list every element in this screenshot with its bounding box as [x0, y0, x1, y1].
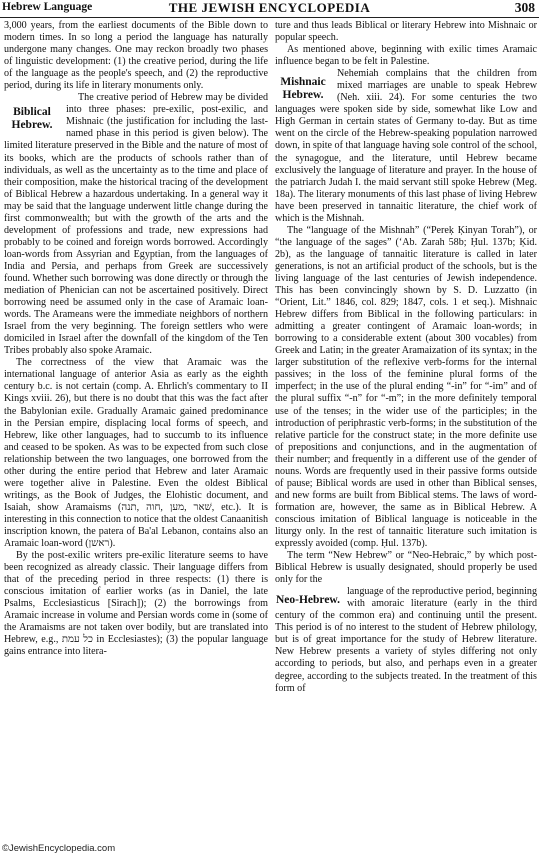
- paragraph: The correctness of the view that Aramaic was the international language of anterior Asia as early as the eighth century b.c. is not certain (comp. A. Ehrlich's commentary to II Kings xviii. 26), but there is no doubt that this was the fact after the Babylonian exile. Gradually Aramaic gained predominance in the Persian empire, displacing local forms of speech, and Hebrew, like other languages, had to succumb to its influence and ceased to be spoken. As was to be expected from such close relationship between the two languages, one borrowed from the other during the entire period that Hebrew and later Aramaic were together alive in Palestine. Even the oldest Biblical writings, as the Book of Judges, the Elohistic document, and Isaiah, show Aramaisms (שׁאר ,מען ,חוה ,תנה, etc.). It is interesting in this connection to notice that the oldest Canaanitish inscription known, the patera of Ba'al Lebanon, contains also an Aramaic loan-word (ראשן).: [4, 357, 268, 550]
- sidenote-biblical-hebrew: Biblical Hebrew.: [11, 106, 53, 132]
- left-column: [4, 20, 268, 658]
- paragraph: As mentioned above, beginning with exilic times Aramaic influence began to be felt in Palestine.: [275, 44, 537, 68]
- paragraph: Nehemiah complains that the children from mixed marriages are unable to speak Hebrew (Neh. xiii. 24). For some centuries the two languages were spoken side by side, somewhat like Low and High German in certain states of Germany to-day. But as time went on the circle of the Hebrew-speaking population narrowed down, in spite of that language having sole control of the school, the synagogue, and the literature, until Hebrew became exclusively the language of literature and prayer. In the house of the patriarch Judah I. the maid servant still spoke Hebrew (Meg. 18a). The literary monuments of this last phase of living Hebrew have been preserved in tannaitic literature, the chief work of which is the Mishnah.: [275, 68, 537, 224]
- header-article-title: Hebrew Language: [2, 1, 93, 13]
- paragraph: language of the reproductive period, beginning with amoraic literature (early in the third century of the common era) and continuing until the present. This period is of no interest to the student of Hebrew philology, but is of great importance for the study of Hebrew literature. New Hebrew presents a variety of styles differing not only according to periods, but also, and perhaps even in a greater degree, according to the subjects treated. In the treatment of this form of: [275, 586, 537, 694]
- right-column: [275, 20, 537, 695]
- sidenote-mishnaic-hebrew: Mishnaic Hebrew.: [280, 76, 326, 102]
- running-header: [0, 0, 539, 17]
- page-number: 308: [514, 0, 535, 15]
- header-publication-title: THE JEWISH ENCYCLOPEDIA: [168, 0, 371, 15]
- copyright-credit: ©JewishEncyclopedia.com: [2, 843, 116, 854]
- header-rule: [0, 17, 539, 18]
- paragraph: The creative period of Hebrew may be divided into three phases: pre-exilic, post-exilic, and Mishnaic (the justification for including the last-named phase in this period is given below). The limited literature preserved in the Bible and the nature of most of its books, which are the products of schools rather than of individuals, as well as the uncertainty as to the time and place of their composition, make the historical tracing of the development of Biblical Hebrew a hazardous undertaking. In a general way it may be said that the language underwent little change during the first commonwealth; but with the growth of the arts and the development of professions and trade, new expressions had probably to be coined and foreign words borrowed. Accordingly loan-words from Assyrian and Egyptian, from the languages of India and Persia, and perhaps from Greek are successively found. Whether such borrowing was done directly or through the mediation of Phenician can not be ascertained positively. Direct borrowing need be assumed only in the case of Aramaic loan-words. The Arameans were the immediate neighbors of northern Israel from the very beginning. The foreign settlers who were domiciled in Israel after the downfall of the kingdom of the Ten Tribes probably also spoke Aramaic.: [4, 92, 268, 357]
- paragraph: The “language of the Mishnah” (“Pereḳ Ḳinyan Torah”), or “the language of the sages” (‘Ab. Zarah 58b; Ḥul. 137b; Ḳid. 2b), as the language of tannaitic literature is called in later generations, is not an artificial product of the schools, but is the living language of the last centuries of Jewish independence. This has been convincingly shown by S. D. Luzzatto (in “Orient, Lit.” 1846, col. 829; 1847, cols. 1 et seq.). Mishnaic Hebrew differs from Biblical in the following particulars: in admitting a greater contingent of Aramaic loan-words; in borrowing to a considerable extent (about 300 vocables) from Greek and Latin; in the greater Aramaization of its syntax; in the larger substitution of the reflexive verb-forms for the internal passives; in the loss of the feminine plural forms of the imperfect; in the use of the plural ending “-in” for “-im” and of the plural suffix “-n” for “-m”; in the more definitely temporal use of the tenses; in the wider use of the participles; in the introduction of periphrastic verb-forms; in the substitution of the relative particle for the construct state; in the more definite use of prepositions and conjunctions, and in the augmentation of their number; and frequently in a different use of the gender of nouns. Words are frequently used in their passive forms outside of pause; Biblical words are used in other than Biblical senses, and new forms are built from Biblical stems. The laws of word-formation are, however, the same as in Biblical Hebrew. A conscious imitation of Biblical language is noticeable in the liturgy only. In the rest of tannaitic literature such imitation is expressly avoided (comp. Ḥul. 137b).: [275, 224, 537, 550]
- paragraph: ture and thus leads Biblical or literary Hebrew into Mishnaic or popular speech.: [275, 20, 537, 44]
- paragraph: By the post-exilic writers pre-exilic literature seems to have been recognized as already classic. Their language differs from that of the preceding period in three respects: (1) there is conscious imitation of earlier works (as in Daniel, the late Psalms, Ecclesiasticus [Sirach]); (2) the borrowings from Aramaic increase in volume and Persian words come in (some of the Aramaisms are not taken over bodily, but are translated into Hebrew, e.g., כל עמת in Ecclesiastes); (3) the popular language gains entrance into litera-: [4, 550, 268, 658]
- paragraph: 3,000 years, from the earliest documents of the Bible down to modern times. In so long a period the language has naturally undergone many changes. One may reckon broadly two phases of linguistic development: (1) the creative period, during the life of the language as the people's speech, and (2) the reproductive period, during its life in literary monuments only.: [4, 20, 268, 92]
- paragraph: The term “New Hebrew” or “Neo-Hebraic,” by which post-Biblical Hebrew is usually designated, should properly be used only for the: [275, 550, 537, 586]
- sidenote-neo-hebrew: Neo-Hebrew.: [276, 594, 340, 607]
